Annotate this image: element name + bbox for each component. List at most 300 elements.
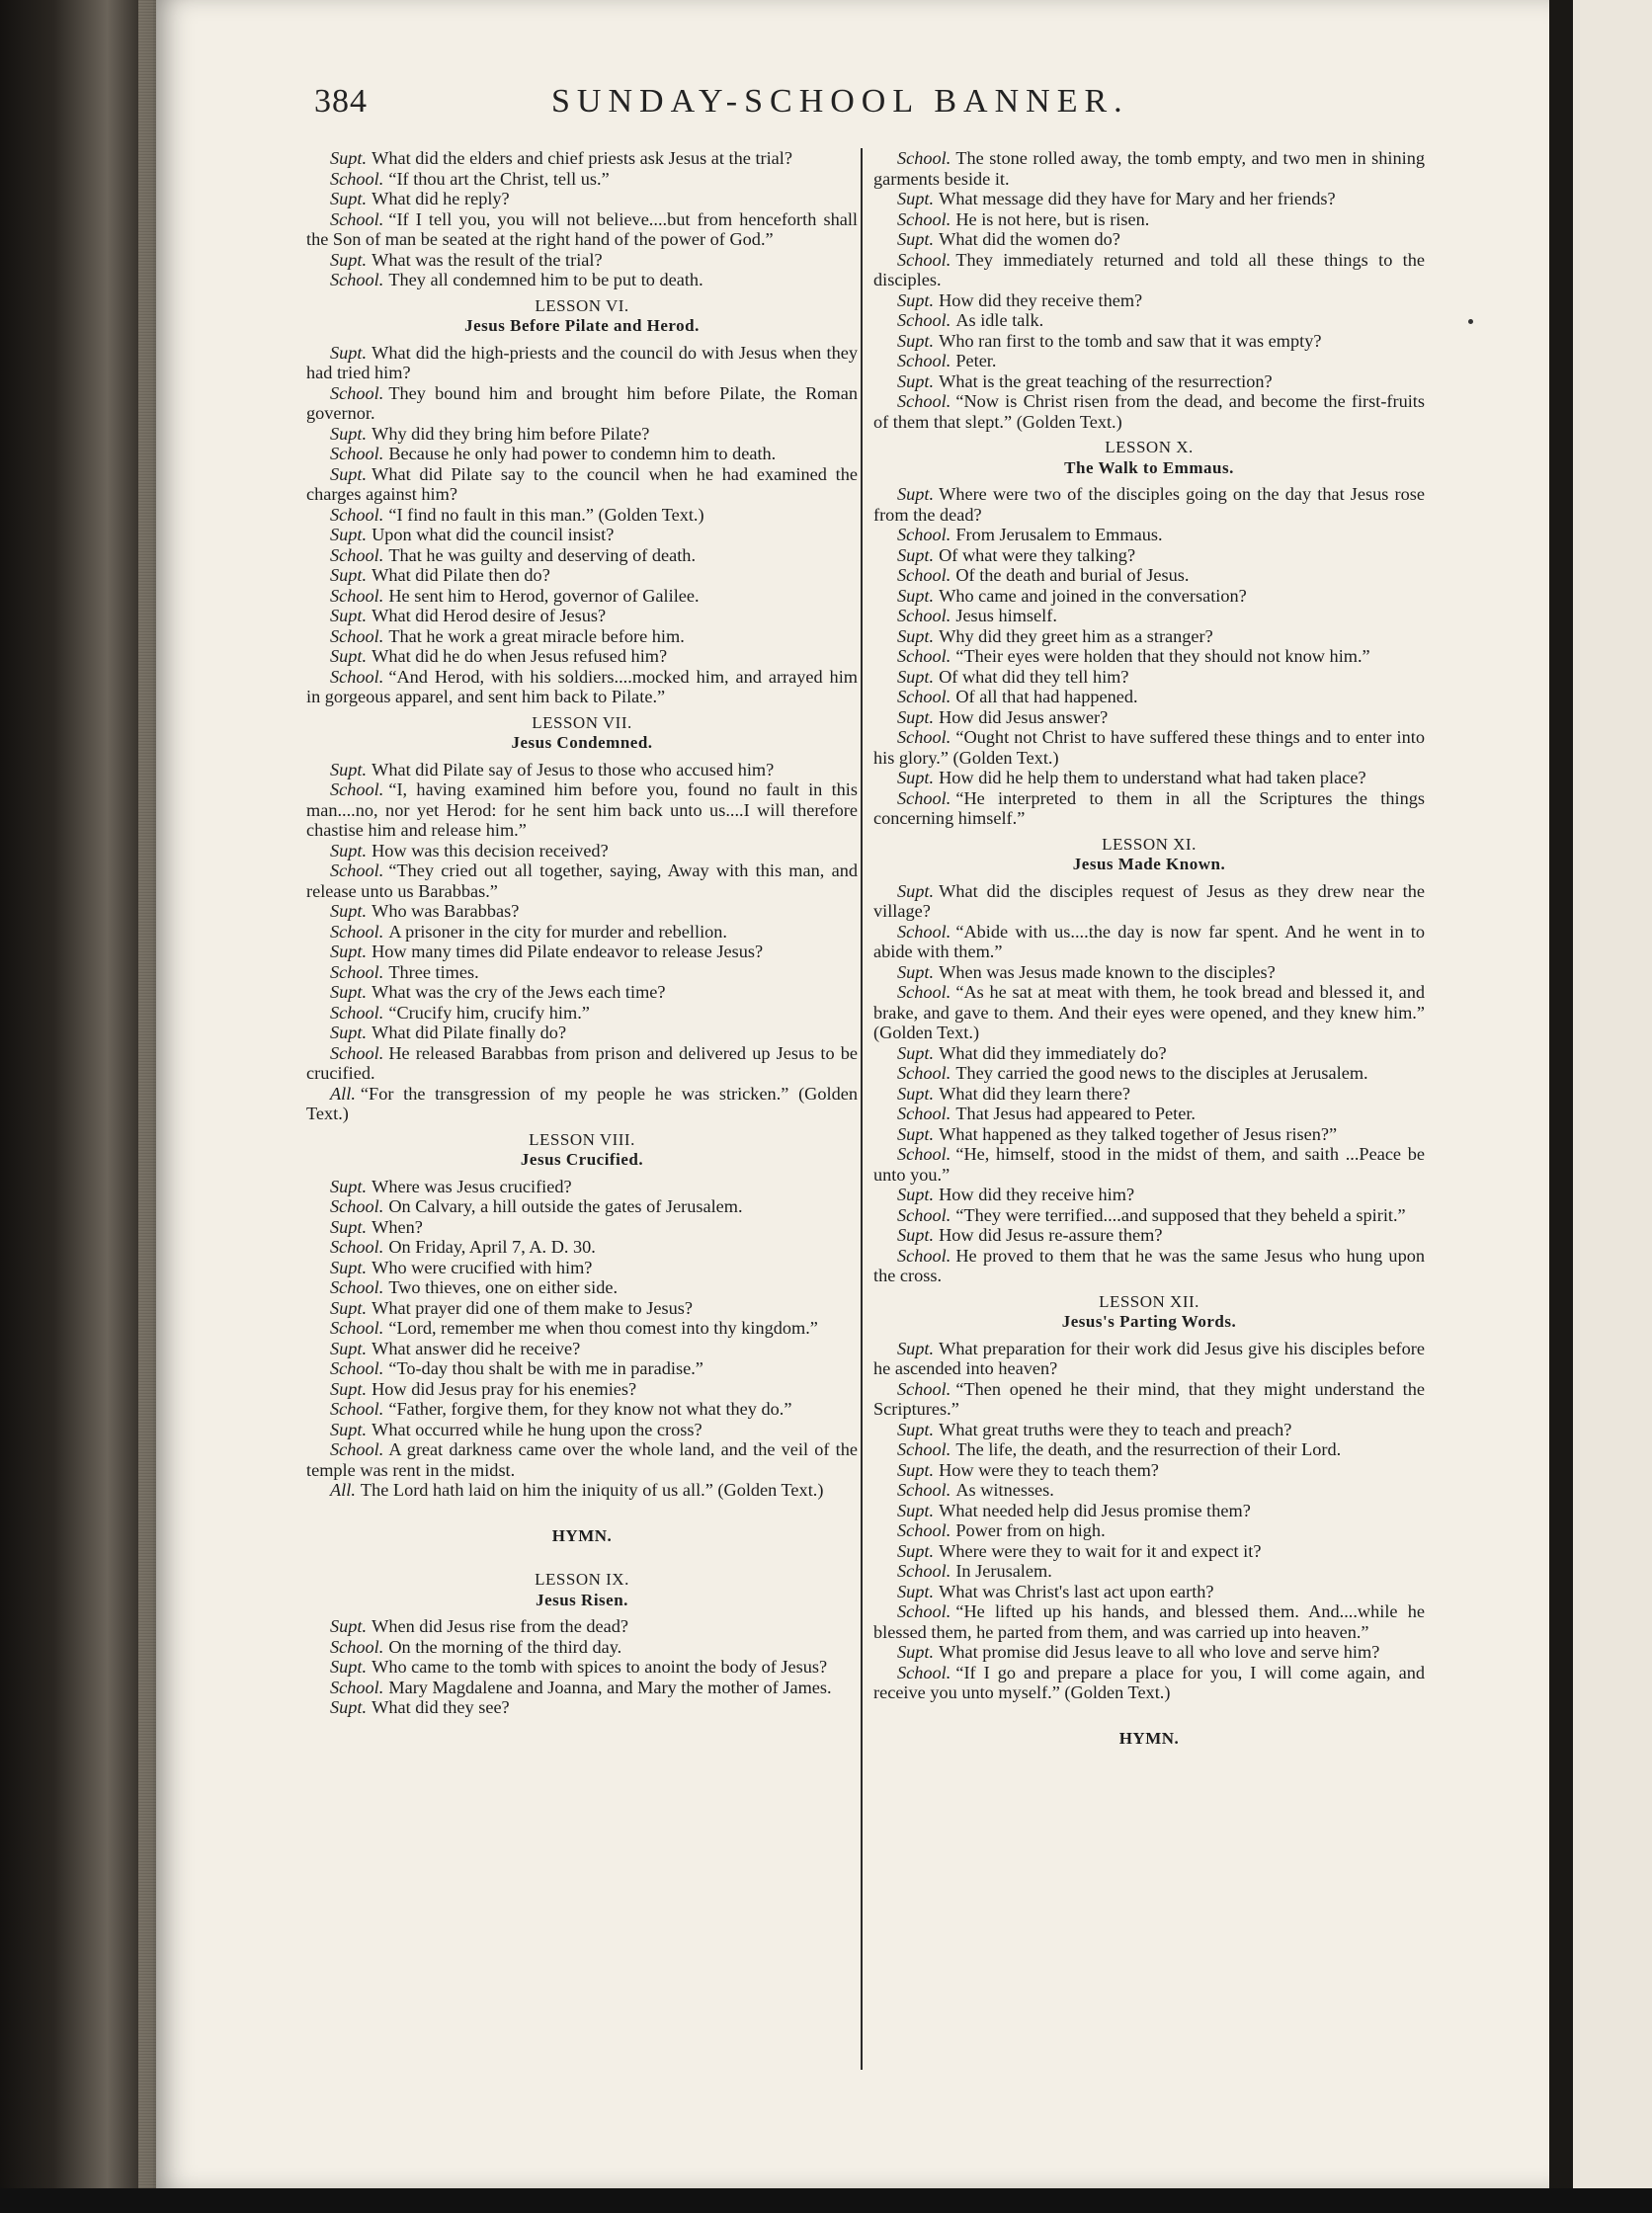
dialogue-line	[306, 942, 858, 962]
speaker-label: School.	[330, 1439, 384, 1459]
dialogue-text: On the morning of the third day.	[388, 1636, 622, 1657]
dialogue-line	[306, 525, 858, 545]
dialogue-text: Who came to the tomb with spices to anoint the body of Jesus?	[372, 1657, 828, 1677]
speaker-label: Supt.	[897, 768, 935, 787]
speaker-label: Supt.	[897, 330, 935, 351]
dialogue-text: On Calvary, a hill outside the gates of Jerusalem.	[388, 1196, 743, 1216]
dialogue-text: What did the elders and chief priests ask Jesus at the trial?	[372, 148, 792, 168]
speaker-label: School.	[897, 310, 951, 330]
dialogue-text: They immediately returned and told all these things to the disciples.	[873, 249, 1425, 289]
speaker-label: School.	[330, 1277, 384, 1297]
dialogue-text: What was the result of the trial?	[372, 249, 603, 270]
dialogue-line	[873, 1582, 1425, 1602]
lesson-title: Jesus Before Pilate and Herod.	[464, 316, 700, 335]
dialogue-line	[306, 1217, 858, 1238]
speaker-label: Supt.	[897, 370, 935, 391]
speaker-label: School.	[897, 606, 951, 625]
speaker-label: Supt.	[330, 646, 368, 666]
dialogue-line	[306, 1480, 858, 1501]
dialogue-text: He is not here, but is risen.	[955, 208, 1150, 229]
dialogue-text: Upon what did the council insist?	[372, 525, 615, 544]
lesson-number: LESSON VII.	[532, 712, 632, 732]
dialogue-line	[306, 148, 858, 169]
dialogue-line	[306, 1399, 858, 1420]
speaker-label: Supt.	[897, 1642, 935, 1662]
speaker-label: All.	[330, 1480, 356, 1500]
speaker-label: Supt.	[897, 1225, 935, 1245]
speaker-label: Supt.	[330, 148, 368, 168]
dialogue-line	[306, 901, 858, 922]
dialogue-line	[873, 626, 1425, 647]
speaker-label: Supt.	[897, 1123, 935, 1144]
speaker-label: School.	[897, 646, 951, 666]
dialogue-text: Why did they bring him before Pilate?	[372, 423, 650, 444]
dialogue-line	[873, 1480, 1425, 1501]
dialogue-text: What needed help did Jesus promise them?	[939, 1500, 1251, 1520]
dialogue-line	[873, 922, 1425, 962]
dialogue-text: “Ought not Christ to have suffered these things and to enter into his glory.” (Golden Text.)	[873, 727, 1425, 768]
dialogue-line	[873, 881, 1425, 922]
speaker-label: Supt.	[330, 1216, 368, 1237]
dialogue-line	[306, 1697, 858, 1718]
dialogue-line	[873, 1561, 1425, 1582]
speaker-label: School.	[330, 1318, 384, 1338]
dialogue-line	[306, 1678, 858, 1698]
dialogue-text: “He, himself, stood in the midst of them, and saith ...Peace be unto you.”	[873, 1144, 1425, 1185]
right-column	[873, 148, 1425, 1772]
dialogue-text: “Father, forgive them, for they know not what they do.”	[388, 1399, 792, 1419]
dialogue-line	[873, 189, 1425, 209]
dialogue-line	[873, 727, 1425, 768]
speaker-label: School.	[897, 565, 951, 585]
speaker-label: Supt.	[897, 289, 935, 310]
dialogue-line	[873, 606, 1425, 626]
dialogue-line	[873, 484, 1425, 525]
dialogue-line	[873, 1104, 1425, 1124]
speaker-label: School.	[330, 921, 384, 942]
dialogue-line	[873, 310, 1425, 331]
dialogue-line	[873, 1144, 1425, 1185]
dialogue-line	[873, 1185, 1425, 1205]
dialogue-line	[873, 667, 1425, 688]
dialogue-text: How did Jesus pray for his enemies?	[372, 1378, 637, 1399]
dialogue-text: That he work a great miracle before him.	[388, 625, 685, 646]
dialogue-text: What happened as they talked together of Jesus risen?”	[939, 1123, 1338, 1144]
speaker-label: School.	[330, 504, 384, 525]
dialogue-text: He released Barabbas from prison and delivered up Jesus to be crucified.	[306, 1042, 858, 1083]
dialogue-line	[306, 1379, 858, 1400]
dialogue-text: What great truths were they to teach and preach?	[939, 1419, 1292, 1439]
dialogue-text: What did he reply?	[372, 189, 510, 208]
dialogue-line	[306, 760, 858, 780]
hymn-heading: HYMN.	[551, 1525, 613, 1545]
dialogue-line	[306, 1258, 858, 1278]
dialogue-line	[306, 505, 858, 526]
dialogue-text: How did he help them to understand what had taken place?	[939, 768, 1366, 787]
dialogue-text: How was this decision received?	[372, 840, 609, 861]
speaker-label: Supt.	[330, 423, 368, 444]
dialogue-line	[306, 565, 858, 586]
speaker-label: School.	[330, 270, 384, 289]
lesson-number: LESSON XI.	[1102, 834, 1197, 854]
dialogue-text: “If I tell you, you will not believe....but from henceforth shall the Son of man be seated at the right hand of the power of God.”	[306, 208, 858, 249]
dialogue-text: What did Pilate say of Jesus to those who accused him?	[372, 759, 775, 779]
dialogue-line	[306, 209, 858, 250]
speaker-label: Supt.	[330, 525, 368, 544]
dialogue-line	[873, 1642, 1425, 1663]
dialogue-line	[873, 1439, 1425, 1460]
dialogue-text: When did Jesus rise from the dead?	[372, 1616, 628, 1636]
dialogue-line	[306, 606, 858, 626]
speaker-label: Supt.	[330, 901, 368, 921]
dialogue-line	[306, 383, 858, 424]
speaker-label: Supt.	[330, 1419, 368, 1439]
lesson-number: LESSON X.	[1105, 438, 1194, 456]
speaker-label: School.	[897, 1439, 951, 1459]
dialogue-line	[873, 209, 1425, 230]
dialogue-text: How did Jesus re-assure them?	[939, 1225, 1163, 1245]
dialogue-text: “If thou art the Christ, tell us.”	[388, 168, 610, 189]
dialogue-text: What did Herod desire of Jesus?	[372, 606, 607, 625]
dialogue-text: Three times.	[388, 961, 479, 982]
speaker-label: Supt.	[330, 1697, 368, 1717]
dialogue-line	[873, 586, 1425, 607]
dialogue-line	[873, 1541, 1425, 1562]
dialogue-text: What did they immediately do?	[939, 1042, 1167, 1063]
dialogue-text: On Friday, April 7, A. D. 30.	[388, 1237, 596, 1257]
dialogue-text: From Jerusalem to Emmaus.	[955, 525, 1163, 544]
speaker-label: School.	[897, 148, 951, 168]
dialogue-line	[873, 1043, 1425, 1064]
dialogue-line	[873, 788, 1425, 829]
speaker-label: School.	[330, 779, 384, 799]
speaker-label: Supt.	[330, 1297, 368, 1318]
speaker-label: Supt.	[330, 342, 368, 363]
dialogue-text: Where were they to wait for it and expect it?	[939, 1540, 1262, 1561]
speaker-label: School.	[330, 1677, 384, 1697]
speaker-label: School.	[330, 625, 384, 646]
facing-page-edge	[1573, 0, 1652, 2188]
dialogue-text: How were they to teach them?	[939, 1459, 1159, 1480]
dialogue-line	[873, 982, 1425, 1043]
speaker-label: Supt.	[330, 1176, 368, 1196]
dialogue-line	[306, 1237, 858, 1258]
dialogue-text: What was Christ's last act upon earth?	[939, 1581, 1214, 1601]
speaker-label: School.	[897, 1245, 951, 1266]
dialogue-line	[873, 1460, 1425, 1481]
speaker-label: School.	[330, 1636, 384, 1657]
dialogue-line	[306, 1277, 858, 1298]
dialogue-text: The Lord hath laid on him the iniquity of us all.” (Golden Text.)	[360, 1480, 824, 1500]
dialogue-text: Where were two of the disciples going on the day that Jesus rose from the dead?	[873, 484, 1425, 525]
dialogue-text: What prayer did one of them make to Jesus?	[372, 1297, 693, 1318]
speaker-label: Supt.	[897, 1083, 935, 1104]
dialogue-text: “Abide with us....the day is now far spent. And he went in to abide with them.”	[873, 921, 1425, 961]
dialogue-text: What did the women do?	[939, 229, 1120, 249]
lesson-number: LESSON XII.	[1099, 1291, 1199, 1311]
speaker-label: School.	[897, 1063, 951, 1083]
dialogue-line	[873, 565, 1425, 586]
dialogue-text: “For the transgression of my people he was stricken.” (Golden Text.)	[306, 1083, 858, 1123]
running-title: SUNDAY-SCHOOL BANNER.	[551, 83, 1129, 120]
speaker-label: Supt.	[897, 625, 935, 646]
dialogue-text: “I find no fault in this man.” (Golden Text.)	[388, 504, 704, 525]
dialogue-line	[306, 444, 858, 464]
dialogue-text: “He lifted up his hands, and blessed them. And....while he blessed them, he parted from them, and was carried up into heaven.”	[873, 1601, 1425, 1642]
dialogue-line	[306, 586, 858, 607]
speaker-label: Supt.	[897, 484, 935, 504]
dialogue-text: Of the death and burial of Jesus.	[955, 565, 1190, 585]
dialogue-line	[873, 391, 1425, 432]
speaker-label: Supt.	[897, 544, 935, 565]
dialogue-text: How did they receive him?	[939, 1185, 1135, 1204]
speaker-label: Supt.	[897, 1419, 935, 1439]
dialogue-text: How many times did Pilate endeavor to release Jesus?	[372, 942, 764, 961]
dialogue-text: Who were crucified with him?	[372, 1257, 593, 1277]
dialogue-line	[306, 1298, 858, 1319]
dialogue-text: He sent him to Herod, governor of Galilee.	[388, 585, 700, 606]
speaker-label: Supt.	[330, 942, 368, 961]
speaker-label: School.	[330, 1196, 384, 1216]
dialogue-text: That Jesus had appeared to Peter.	[955, 1104, 1196, 1123]
speaker-label: Supt.	[897, 666, 935, 687]
dialogue-text: “I, having examined him before you, found no fault in this man....no, nor yet Herod: for he sent him back unto us....I will therefore chastise him and release him.”	[306, 779, 858, 840]
dialogue-line	[306, 1616, 858, 1637]
dialogue-text: What did Pilate finally do?	[372, 1023, 567, 1042]
lesson-title: The Walk to Emmaus.	[1064, 457, 1234, 477]
speaker-label: School.	[330, 1042, 384, 1063]
speaker-label: Supt.	[897, 880, 935, 901]
speaker-label: Supt.	[897, 1581, 935, 1601]
speaker-label: All.	[330, 1083, 356, 1104]
dialogue-text: Because he only had power to condemn him to death.	[388, 444, 777, 463]
speaker-label: School.	[330, 585, 384, 606]
dialogue-text: “They cried out all together, saying, Away with this man, and release unto us Barabbas.”	[306, 861, 858, 901]
dialogue-text: “To-day thou shalt be with me in paradise.”	[388, 1358, 703, 1378]
dialogue-line	[306, 1339, 858, 1359]
dialogue-line	[306, 1084, 858, 1124]
lesson-number: LESSON VI.	[535, 295, 629, 315]
speaker-label: School.	[897, 727, 951, 747]
speaker-label: Supt.	[330, 1338, 368, 1358]
dialogue-text: “Now is Christ risen from the dead, and become the first-fruits of them that slept.” (Golden Text.)	[873, 391, 1425, 432]
dialogue-text: What did Pilate say to the council when he had examined the charges against him?	[306, 463, 858, 504]
dialogue-text: “As he sat at meat with them, he took bread and blessed it, and brake, and gave to them. And their eyes were opened, and they knew him.” (Golden Text.)	[873, 982, 1425, 1042]
dialogue-text: Of what did they tell him?	[939, 666, 1129, 687]
dialogue-line	[306, 250, 858, 271]
dialogue-text: They carried the good news to the disciples at Jerusalem.	[955, 1063, 1368, 1083]
speaker-label: Supt.	[897, 1185, 935, 1204]
speaker-label: School.	[897, 1104, 951, 1123]
speaker-label: Supt.	[897, 961, 935, 982]
dialogue-line	[306, 667, 858, 707]
dialogue-text: “If I go and prepare a place for you, I will come again, and receive you unto myself.” (Golden Text.)	[873, 1662, 1425, 1702]
speaker-label: School.	[330, 544, 384, 565]
speaker-label: School.	[897, 351, 951, 370]
speaker-label: Supt.	[330, 249, 368, 270]
speaker-label: School.	[897, 249, 951, 270]
dialogue-line	[306, 1023, 858, 1043]
dialogue-line	[873, 687, 1425, 707]
speaker-label: School.	[897, 1601, 951, 1621]
dialogue-text: Why did they greet him as a stranger?	[939, 625, 1213, 646]
dialogue-line	[306, 1439, 858, 1480]
dialogue-line	[306, 1318, 858, 1339]
dialogue-text: A great darkness came over the whole land, and the veil of the temple was rent in the midst.	[306, 1439, 858, 1480]
speaker-label: Supt.	[897, 1500, 935, 1520]
dialogue-line	[873, 250, 1425, 290]
dialogue-line	[306, 424, 858, 445]
dialogue-text: How did Jesus answer?	[939, 706, 1109, 727]
dialogue-text: “Lord, remember me when thou comest into thy kingdom.”	[388, 1318, 818, 1338]
dialogue-line	[306, 1637, 858, 1658]
dialogue-text: “They were terrified....and supposed that they beheld a spirit.”	[955, 1204, 1406, 1225]
speaker-label: Supt.	[330, 565, 368, 585]
dialogue-text: What did the high-priests and the council do with Jesus when they had tried him?	[306, 342, 858, 382]
speaker-label: School.	[330, 1237, 384, 1257]
lesson-number: LESSON IX.	[535, 1570, 629, 1589]
dialogue-line	[306, 270, 858, 290]
dialogue-text: What message did they have for Mary and her friends?	[939, 189, 1336, 208]
dialogue-text: “Then opened he their mind, that they might understand the Scriptures.”	[873, 1378, 1425, 1419]
scan-border	[0, 2188, 1652, 2213]
dialogue-text: “He interpreted to them in all the Scriptures the things concerning himself.”	[873, 787, 1425, 828]
speaker-label: School.	[897, 1204, 951, 1225]
speaker-label: School.	[897, 1561, 951, 1581]
speaker-label: Supt.	[897, 706, 935, 727]
speaker-label: Supt.	[330, 982, 368, 1002]
speaker-label: School.	[897, 1144, 951, 1164]
dialogue-text: “Crucify him, crucify him.”	[388, 1002, 590, 1023]
dialogue-text: What did they see?	[372, 1697, 510, 1717]
speaker-label: Supt.	[897, 1540, 935, 1561]
dialogue-text: What preparation for their work did Jesus give his disciples before he ascended into heaven?	[873, 1338, 1425, 1378]
speaker-label: Supt.	[897, 1338, 935, 1358]
dialogue-text: When was Jesus made known to the disciples?	[939, 961, 1276, 982]
dialogue-line	[306, 1043, 858, 1084]
speaker-label: School.	[897, 1662, 951, 1682]
dialogue-text: When?	[372, 1216, 423, 1237]
speaker-label: School.	[897, 525, 951, 544]
dialogue-line	[306, 646, 858, 667]
dialogue-text: What did the disciples request of Jesus as they drew near the village?	[873, 880, 1425, 921]
book-spine	[0, 0, 153, 2213]
speaker-label: School.	[897, 787, 951, 808]
dialogue-line	[873, 707, 1425, 728]
speaker-label: School.	[330, 168, 384, 189]
speaker-label: School.	[897, 687, 951, 706]
dialogue-line	[306, 343, 858, 383]
speaker-label: Supt.	[330, 1378, 368, 1399]
ink-blot	[1468, 319, 1473, 324]
page-number: 384	[314, 83, 368, 120]
dialogue-line	[873, 1379, 1425, 1420]
dialogue-text: Peter.	[955, 351, 997, 370]
speaker-label: School.	[897, 982, 951, 1002]
speaker-label: School.	[897, 391, 951, 411]
dialogue-line	[873, 768, 1425, 788]
dialogue-text: He proved to them that he was the same Jesus who hung upon the cross.	[873, 1245, 1425, 1285]
dialogue-text: The life, the death, and the resurrection of their Lord.	[955, 1439, 1342, 1459]
dialogue-text: Jesus himself.	[955, 606, 1057, 625]
speaker-label: School.	[330, 961, 384, 982]
dialogue-line	[873, 1084, 1425, 1105]
dialogue-text: What did Pilate then do?	[372, 565, 550, 585]
dialogue-line	[873, 1601, 1425, 1642]
lesson-title: Jesus Crucified.	[520, 1150, 644, 1169]
dialogue-text: How did they receive them?	[939, 289, 1143, 310]
speaker-label: Supt.	[897, 585, 935, 606]
dialogue-text: Of all that had happened.	[955, 687, 1138, 706]
dialogue-line	[873, 371, 1425, 392]
dialogue-line	[873, 290, 1425, 311]
speaker-label: School.	[330, 861, 384, 880]
dialogue-line	[873, 525, 1425, 545]
dialogue-text: The stone rolled away, the tomb empty, and two men in shining garments beside it.	[873, 148, 1425, 189]
dialogue-text: What is the great teaching of the resurrection?	[939, 370, 1273, 391]
dialogue-line	[873, 229, 1425, 250]
dialogue-text: Who was Barabbas?	[372, 901, 520, 921]
dialogue-line	[306, 1196, 858, 1217]
lesson-title: Jesus Risen.	[536, 1590, 628, 1609]
dialogue-line	[306, 779, 858, 841]
dialogue-line	[873, 646, 1425, 667]
dialogue-line	[306, 861, 858, 901]
dialogue-line	[306, 1358, 858, 1379]
dialogue-text: Where was Jesus crucified?	[372, 1176, 572, 1196]
dialogue-line	[873, 1501, 1425, 1521]
dialogue-text: In Jerusalem.	[955, 1561, 1052, 1581]
dialogue-line	[873, 962, 1425, 983]
dialogue-text: “And Herod, with his soldiers....mocked him, and arrayed him in gorgeous apparel, and sent him back to Pilate.”	[306, 666, 858, 706]
dialogue-line	[306, 545, 858, 566]
dialogue-text: What did he do when Jesus refused him?	[372, 646, 668, 666]
book-gutter	[1549, 0, 1573, 2213]
lesson-title: Jesus Condemned.	[511, 733, 653, 752]
speaker-label: Supt.	[330, 189, 368, 208]
speaker-label: Supt.	[330, 1657, 368, 1677]
dialogue-line	[873, 148, 1425, 189]
dialogue-text: Of what were they talking?	[939, 544, 1136, 565]
speaker-label: Supt.	[897, 1459, 935, 1480]
dialogue-text: “Their eyes were holden that they should not know him.”	[955, 646, 1370, 666]
left-column	[306, 148, 858, 1718]
speaker-label: Supt.	[330, 463, 368, 484]
dialogue-text: Mary Magdalene and Joanna, and Mary the mother of James.	[388, 1677, 832, 1697]
speaker-label: School.	[897, 1480, 951, 1500]
dialogue-line	[873, 1520, 1425, 1541]
dialogue-text: What did they learn there?	[939, 1083, 1130, 1104]
dialogue-line	[873, 1663, 1425, 1703]
speaker-label: Supt.	[330, 1023, 368, 1042]
dialogue-line	[306, 962, 858, 983]
lesson-number: LESSON VIII.	[529, 1129, 635, 1149]
speaker-label: Supt.	[897, 229, 935, 249]
dialogue-line	[306, 189, 858, 209]
dialogue-line	[306, 841, 858, 861]
dialogue-line	[873, 1420, 1425, 1440]
dialogue-text: What occurred while he hung upon the cross?	[372, 1419, 702, 1439]
dialogue-text: Who came and joined in the conversation?	[939, 585, 1247, 606]
dialogue-line	[306, 626, 858, 647]
dialogue-text: Who ran first to the tomb and saw that it was empty?	[939, 330, 1322, 351]
dialogue-text: A prisoner in the city for murder and rebellion.	[388, 921, 728, 942]
dialogue-text: As witnesses.	[955, 1480, 1054, 1500]
dialogue-line	[873, 1339, 1425, 1379]
speaker-label: Supt.	[330, 1616, 368, 1636]
column-divider	[861, 148, 863, 2070]
dialogue-text: What answer did he receive?	[372, 1338, 581, 1358]
